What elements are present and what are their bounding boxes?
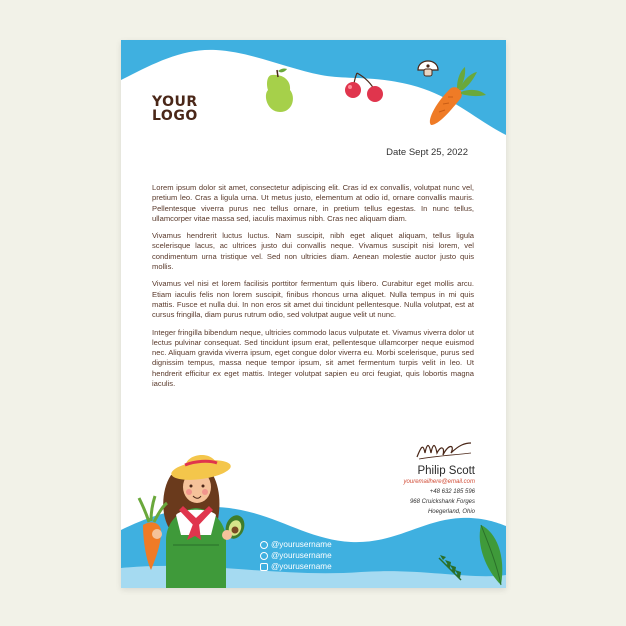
signatory-address-line-2: Hoegerland, Ohio: [427, 509, 475, 515]
signature-block: [404, 445, 475, 517]
letter-date: Date Sept 25, 2022: [386, 147, 468, 158]
company-logo: [152, 95, 198, 123]
social-handle[interactable]: @yourusername: [271, 562, 332, 571]
body-paragraph: Vivamus vel nisi et lorem facilisis porttitor fermentum quis libero. Curabitur eget mollis arcu. Etiam iaculis felis non lorem suscipit, finibus rhoncus urna aliquet. Nulla tempus in mi quis mattis. Fusce et nulla dui. In non eros sit amet dui tincidunt pellentesque. Nulla volutpat, est at cursus fringilla, diam purus rutrum odio, sed volutpat augue velit ut nunc.: [152, 279, 474, 320]
pear-icon: [266, 69, 293, 113]
facebook-icon: [260, 541, 268, 549]
instagram-icon: [260, 563, 268, 571]
signatory-email[interactable]: youremailhere@email.com: [403, 479, 475, 485]
social-links: [260, 539, 332, 572]
letterhead-page: [121, 40, 506, 588]
logo-line-2: LOGO: [152, 108, 198, 124]
social-handle[interactable]: @yourusername: [271, 551, 332, 560]
body-paragraph: Lorem ipsum dolor sit amet, consectetur adipiscing elit. Cras id ex convallis, volutpat nunc vel, pretium leo. Cras a ligula urna. Ut metus justo, elementum at odio id, ornare convallis mauris. Pellentesque viverra purus nec tellus ornare, in pretium tellus egestas. In nunc tellus, ullamcorper vitae massa sed, iaculis maximus nibh. Cras nec aliquam diam.: [152, 183, 474, 223]
social-row-facebook[interactable]: [260, 539, 332, 550]
body-paragraph: Vivamus hendrerit luctus luctus. Nam suscipit, nibh eget aliquet aliquam, tellus ligula scelerisque lacus, ac ultrices justo dui convallis neque. Vivamus suscipit nisi lorem, vel condimentum urna tristique vel. Sed non ultricies diam. Aenean molestie auctor justo quis mollis.: [152, 231, 474, 272]
body-paragraph: Integer fringilla bibendum neque, ultricies commodo lacus vulputate et. Vivamus viverra dolor ut lectus pulvinar consequat. Sed tincidunt ipsum erat, pellentesque ullamcorper neque euismod nec. Aliquam gravida viverra ipsum, eget congue dolor viverra eu. Morbi scelerisque, purus sed dignissim tempus, massa neque tempor ipsum, sit amet fermentum turpis velit in leo. Ut hendrerit efficitur ex eget mattis. Integer volutpat sapien eu orci feugiat, quis lobortis magna iaculis.: [152, 327, 474, 389]
social-row-instagram[interactable]: [260, 561, 332, 572]
signatory-phone: +48 632 185 596: [429, 489, 475, 495]
letter-body: [152, 183, 474, 396]
logo-line-1: YOUR: [152, 94, 198, 110]
signatory-name: Philip Scott: [417, 465, 475, 477]
handwritten-signature: [415, 439, 475, 461]
twitter-icon: [260, 552, 268, 560]
social-row-twitter[interactable]: [260, 550, 332, 561]
social-handle[interactable]: @yourusername: [271, 540, 332, 549]
signatory-address-line-1: 968 Cruickshank Forges: [409, 499, 475, 505]
